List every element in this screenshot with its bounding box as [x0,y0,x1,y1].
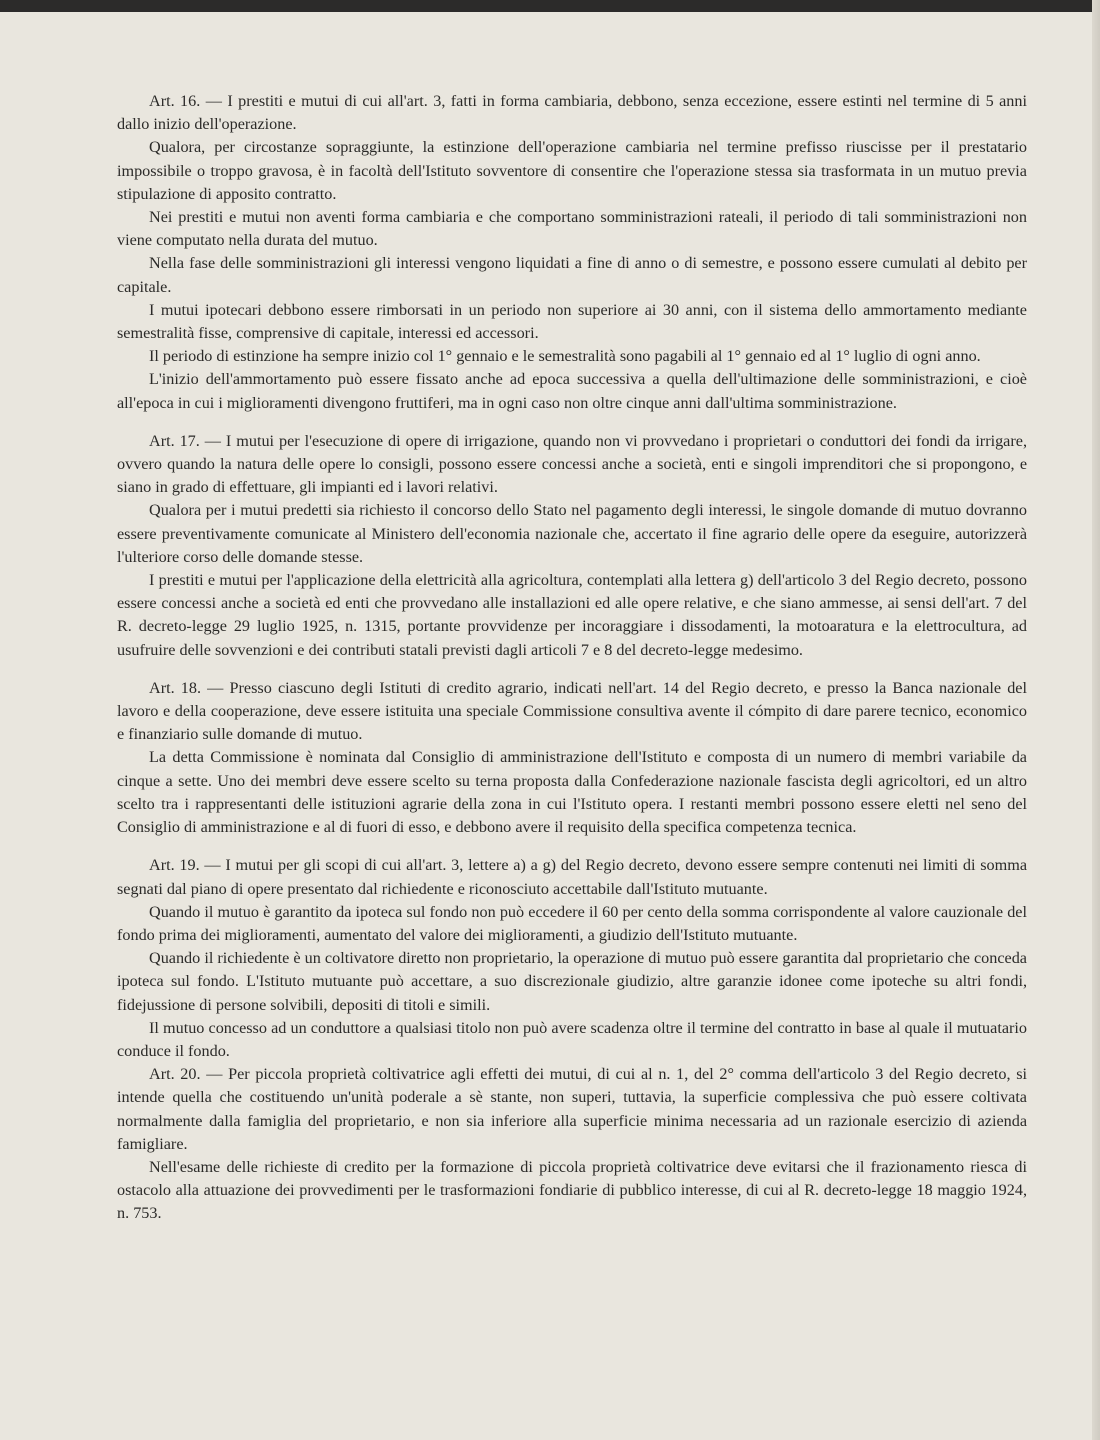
paragraph: Quando il mutuo è garantito da ipoteca sul fondo non può eccedere il 60 per cento della somma corrispondente al valore cauzionale del fondo prima dei miglioramenti, aumentato del valore dei miglioramenti, a giudizio dell'Istituto mutuante. [117,902,1027,944]
paragraph: Nei prestiti e mutui non aventi forma cambiaria e che comportano somministrazioni rateali, il periodo di tali somministrazioni non viene computato nella durata del mutuo. [117,208,1027,250]
scan-right-edge [1092,0,1100,1440]
paragraph: Qualora per i mutui predetti sia richiesto il concorso dello Stato nel pagamento degli interessi, le singole domande di mutuo dovranno essere preventivamente comunicate al Ministero dell'economia nazionale che, accertato il fine agrario delle opere da eseguire, autorizzerà l'ulteriore corso delle domande stesse. [117,501,1027,566]
art-18-paragraph: Art. 18. — Presso ciascuno degli Istituti di credito agrario, indicati nell'art. 14 del Regio decreto, e presso la Banca nazionale del lavoro e della cooperazione, deve essere istituita una speciale Commissione consultiva avente il cómpito di dare parere tecnico, economico e finanziario sulle domande di mutuo. [117,678,1027,744]
paragraph: Quando il richiedente è un coltivatore diretto non proprietario, la operazione di mutuo può essere garantita dal proprietario che conceda ipoteca sul fondo. L'Istituto mutuante può accettare, a suo discrezionale giudizio, altre garanzie idonee come ipoteche su altri fondi, fidejussione di persone solvibili, depositi di titoli e simili. [117,949,1027,1014]
paragraph: I prestiti e mutui per l'applicazione della elettricità alla agricoltura, contemplati alla lettera g) dell'articolo 3 del Regio decreto, possono essere concessi anche a società ed enti che provvedano alle installazioni ed alle opere relative, e che siano ammesse, ai sensi dell'art. 7 del R. decreto-legge 29 luglio 1925, n. 1315, portante provvidenze per incoraggiare i dissodamenti, la motoaratura e la elettrocultura, ad usufruire delle sovvenzioni e dei contributi statali previsti dagli articoli 7 e 8 del decreto-legge medesimo. [117,571,1027,659]
scan-top-border [0,0,1100,12]
paragraph: L'inizio dell'ammortamento può essere fissato anche ad epoca successiva a quella dell'ultimazione delle somministrazioni, e cioè all'epoca in cui i miglioramenti divengono fruttiferi, ma in ogni caso non oltre cinque anni dall'ultima somministrazione. [117,370,1027,412]
art-20-paragraph: Art. 20. — Per piccola proprietà coltivatrice agli effetti dei mutui, di cui al n. 1, del 2° comma dell'articolo 3 del Regio decreto, si intende quella che costituendo un'unità poderale a sè stante, non superi, tuttavia, la superficie complessiva che può essere coltivata normalmente dalla famiglia del proprietario, e non sia inferiore alla superficie minima necessaria ad un razionale esercizio di azienda famigliare. [117,1065,1027,1153]
paragraph: I mutui ipotecari debbono essere rimborsati in un periodo non superiore ai 30 anni, con il sistema dello ammortamento mediante semestralità fisse, comprensive di capitale, interessi ed accessori. [117,300,1027,343]
paragraph: La detta Commissione è nominata dal Consiglio di amministrazione dell'Istituto e composta di un numero di membri variabile da cinque a sette. Uno dei membri deve essere scelto su terna proposta dalla Confederazione nazionale fascista degli agricoltori, ed un altro scelto tra i rappresentanti delle istituzioni agrarie della zona in cui l'Istituto opera. I restanti membri possono essere eletti nel seno del Consiglio di amministrazione e al di fuori di esso, e debbono avere il requisito della specifica competenza tecnica. [117,748,1027,837]
paragraph: Nell'esame delle richieste di credito per la formazione di piccola proprietà coltivatrice deve evitarsi che il frazionamento riesca di ostacolo alla attuazione dei provvedimenti per le trasformazioni fondiarie di pubblico interesse, di cui al R. decreto-legge 18 maggio 1924, n. 753. [117,1157,1027,1223]
art-19-paragraph: Art. 19. — I mutui per gli scopi di cui all'art. 3, lettere a) a g) del Regio decreto, devono essere sempre contenuti nei limiti di somma segnati dal piano di opere presentato dal richiedente e riconosciuto accettabile dall'Istituto mutuante. [117,856,1027,898]
paragraph: Il periodo di estinzione ha sempre inizio col 1° gennaio e le semestralità sono pagabili al 1° gennaio ed al 1° luglio di ogni anno. [149,347,981,366]
paragraph: Qualora, per circostanze sopraggiunte, la estinzione dell'operazione cambiaria nel termine prefisso riuscisse per il prestatario impossibile o troppo gravosa, è in facoltà dell'Istituto sovventore di consentire che l'operazione stessa sia trasformata in un mutuo previa stipulazione di apposito contratto. [117,138,1027,203]
paragraph: Nella fase delle somministrazioni gli interessi vengono liquidati a fine di anno o di semestre, e possono essere cumulati al debito per capitale. [117,254,1027,296]
art-17-paragraph: Art. 17. — I mutui per l'esecuzione di opere di irrigazione, quando non vi provvedano i proprietari o conduttori dei fondi da irrigare, ovvero quando la natura delle opere lo consigli, possono essere concessi anche a società, enti e singoli imprenditori che si propongono, e siano in grado di effettuare, gli impianti ed i lavori relativi. [117,431,1027,497]
document-page [117,90,1027,1226]
paragraph: Il mutuo concesso ad un conduttore a qualsiasi titolo non può avere scadenza oltre il termine del contratto in base al quale il mutuatario conduce il fondo. [117,1018,1027,1060]
art-16-paragraph: Art. 16. — I prestiti e mutui di cui all'art. 3, fatti in forma cambiaria, debbono, senza eccezione, essere estinti nel termine di 5 anni dallo inizio dell'operazione. [117,92,1027,134]
